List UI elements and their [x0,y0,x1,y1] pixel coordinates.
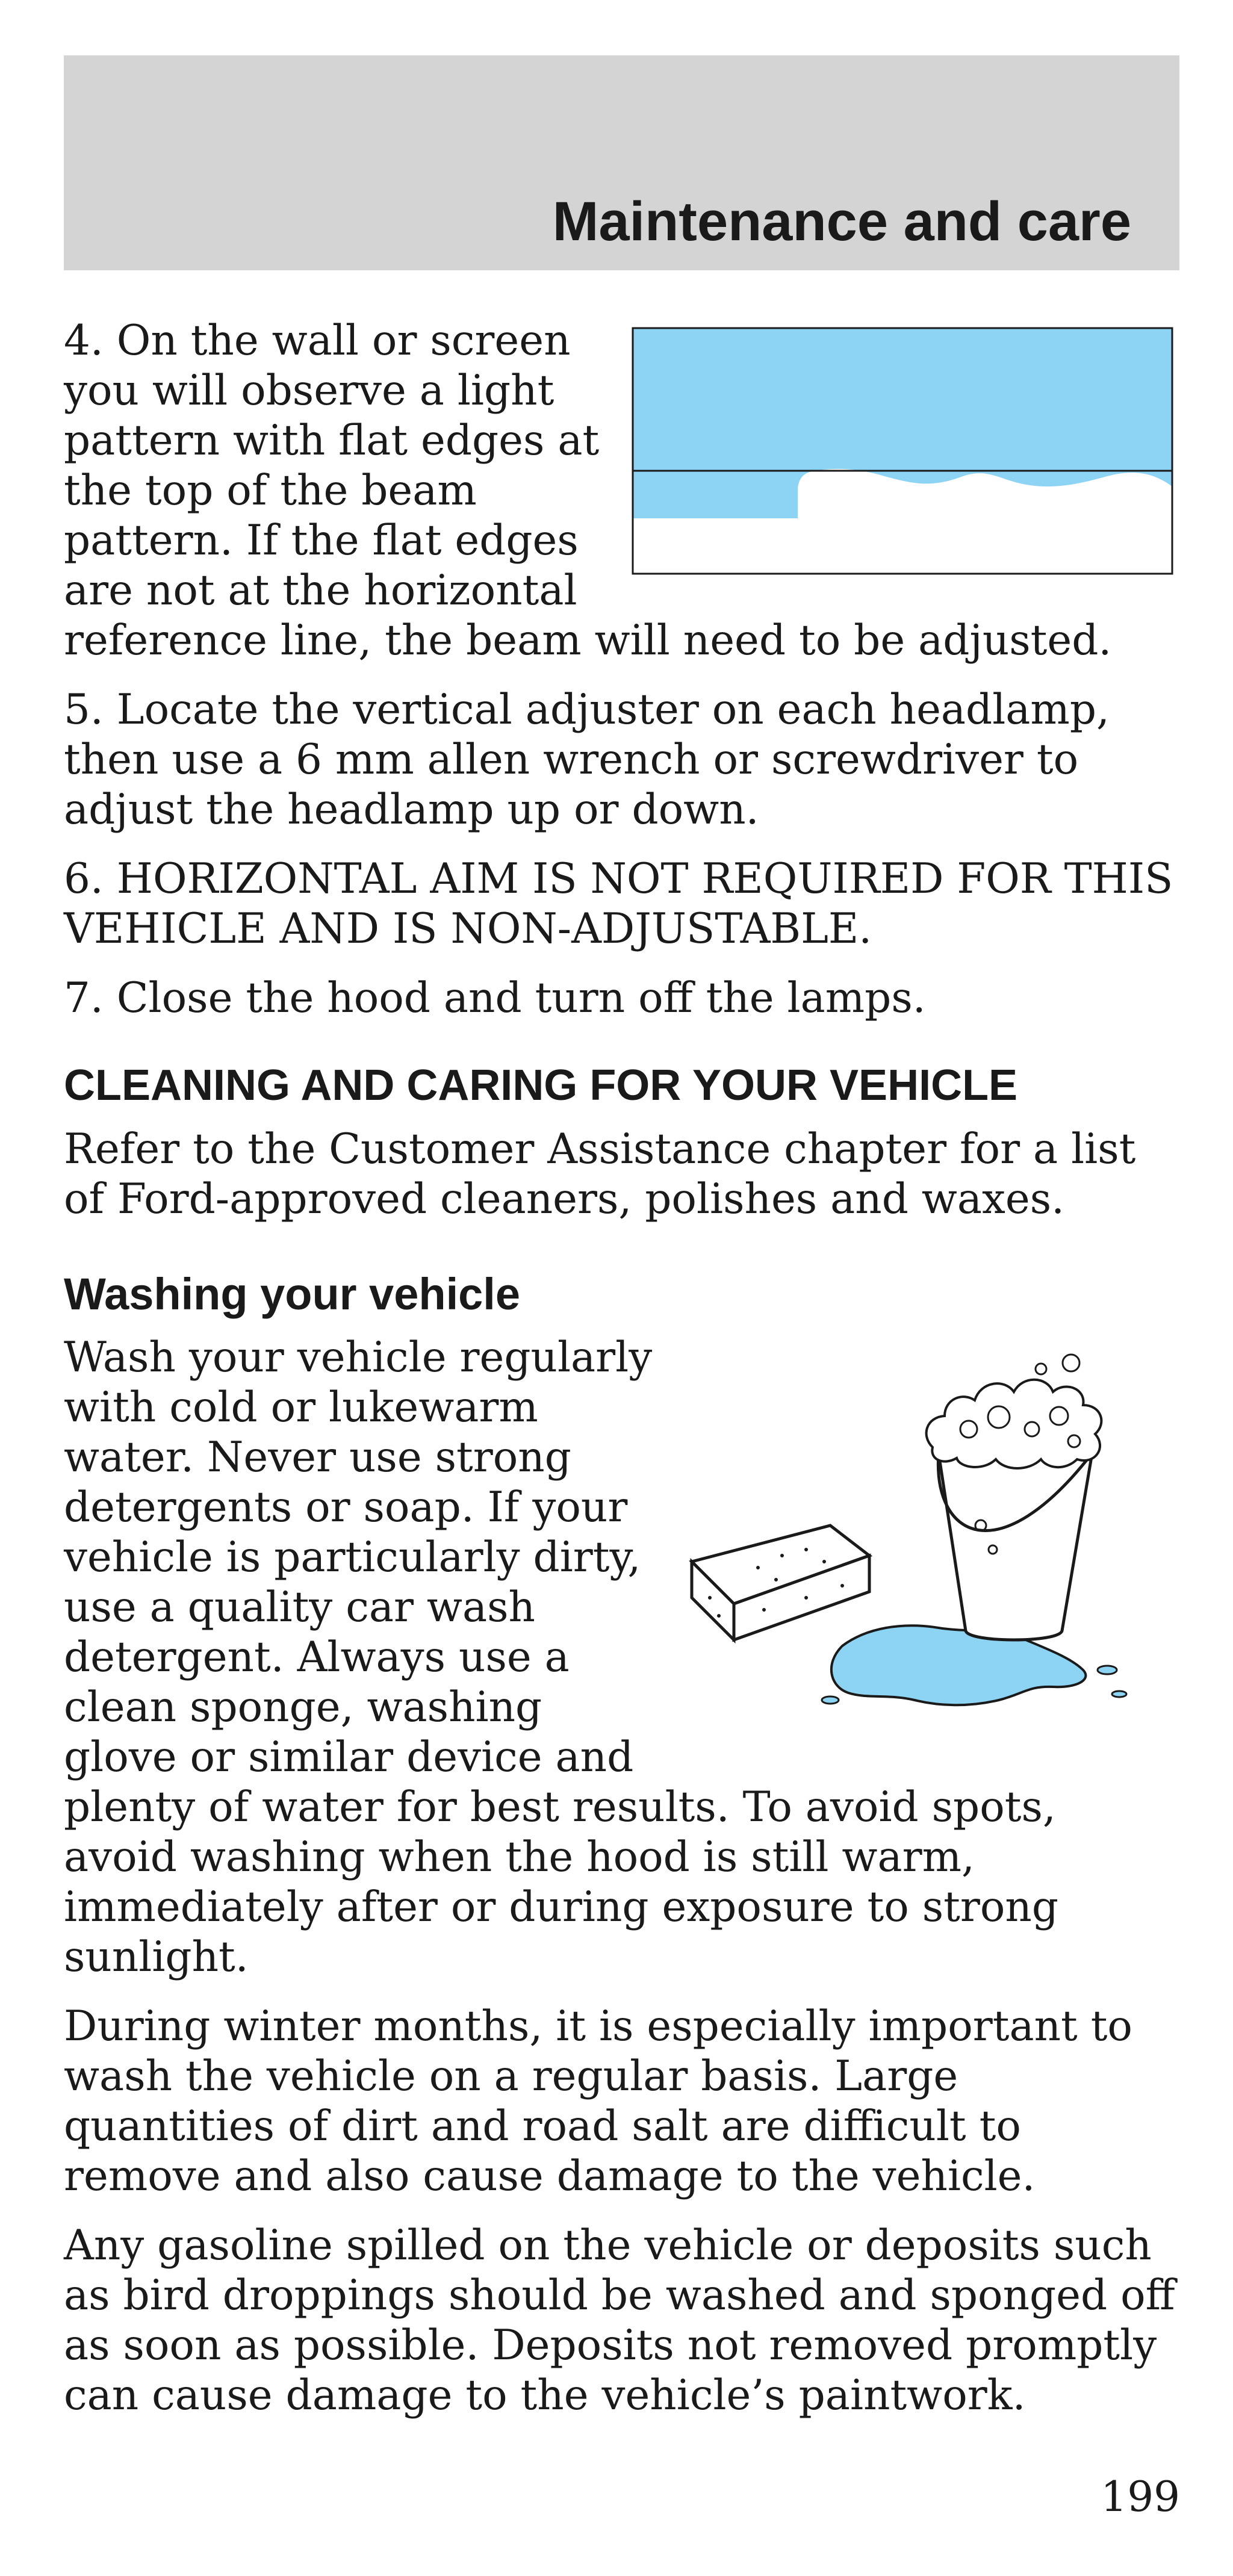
step-4-text: 4. On the wall or screen you will observe a light pattern with flat edges at the top of the beam pattern. If the flat edges are not at the horizontal reference line, the beam will need to be adjusted. [64,317,1112,665]
step-7: 7. Close the hood and turn off the lamps. [64,974,926,1022]
page-content [64,316,1179,2440]
step-6: 6. HORIZONTAL AIM IS NOT REQUIRED FOR THIS VEHICLE AND IS NON-ADJUSTABLE. [64,855,1173,953]
step-4 [64,316,1179,666]
step-5: 5. Locate the vertical adjuster on each headlamp, then use a 6 mm allen wrench or screwdriver to adjust the headlamp up or down. [64,686,1110,834]
cleaning-heading: CLEANING AND CARING FOR YOUR VEHICLE [64,1061,1018,1110]
cleaning-intro: Refer to the Customer Assistance chapter for a list of Ford-approved cleaners, polishes and waxes. [64,1125,1136,1223]
page-title: Maintenance and care [552,191,1131,252]
washing-heading: Washing your vehicle [64,1269,520,1319]
page-header [64,55,1179,270]
washing-paragraph-2: During winter months, it is especially important to wash the vehicle on a regular basis. Large quantities of dirt and road salt are difficult to remove and also cause damage to the vehicle. [64,2002,1132,2200]
beam-pattern-illustration [632,327,1173,575]
washing-paragraph-1-text: Wash your vehicle regularly with cold or lukewarm water. Never use strong detergents or soap. If your vehicle is particularly dirty, use a quality car wash detergent. Always use a clean sponge, washing glove or similar device and plenty of water for best results. To avoid spots, avoid washing when the hood is still warm, immediately after or during exposure to strong sunlight. [64,1333,1059,1981]
washing-paragraph-1 [64,1333,1179,1982]
washing-paragraph-3: Any gasoline spilled on the vehicle or deposits such as bird droppings should be washed and sponged off as soon as possible. Deposits not removed promptly can cause damage to the vehicle’s paintwork. [64,2221,1175,2419]
page-number: 199 [1101,2473,1180,2521]
bucket-and-sponge-illustration [686,1345,1143,1730]
